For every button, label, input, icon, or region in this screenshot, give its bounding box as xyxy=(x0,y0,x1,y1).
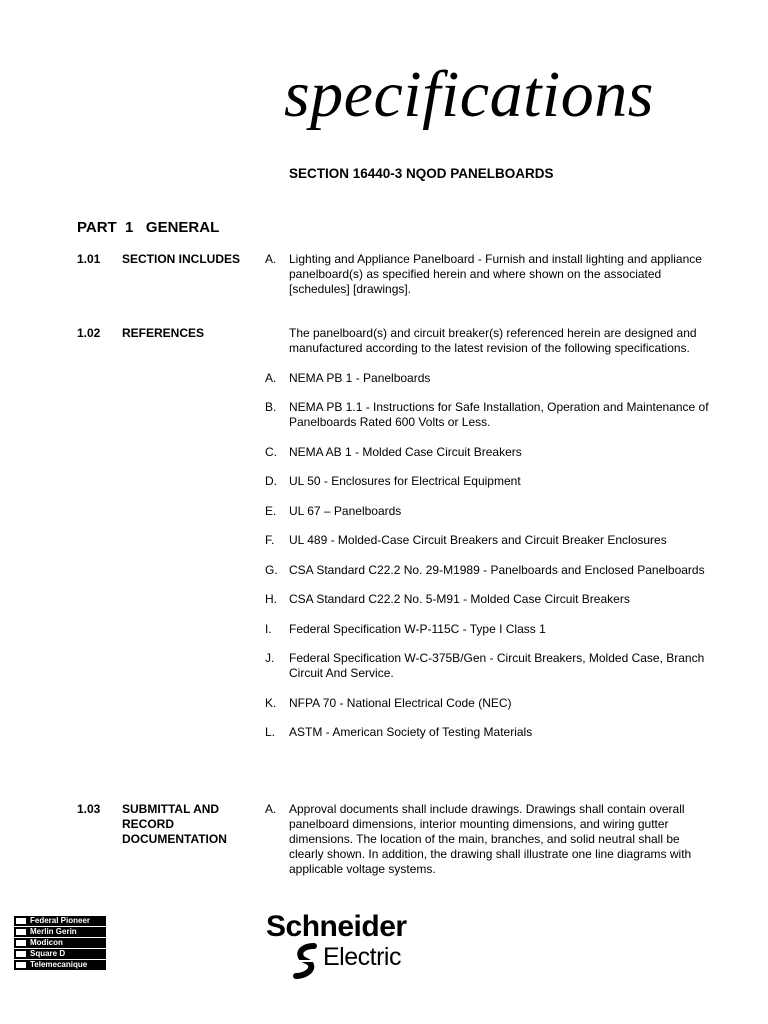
clause-title: REFERENCES xyxy=(122,326,205,340)
brand-telemecanique: Telemecanique xyxy=(14,960,106,970)
list-item xyxy=(265,696,715,711)
item-text: UL 489 - Molded-Case Circuit Breakers and Circuit Breaker Enclosures xyxy=(289,533,667,547)
clause-title xyxy=(122,802,262,847)
item-letter: A. xyxy=(265,370,277,385)
list-item xyxy=(265,533,715,548)
part-heading: PART 1 GENERAL xyxy=(77,219,220,236)
schneider-s-icon xyxy=(292,943,322,979)
item-text: ASTM - American Society of Testing Materials xyxy=(289,725,533,739)
item-letter: A. xyxy=(265,802,277,816)
item-text: CSA Standard C22.2 No. 5-M91 - Molded Case Circuit Breakers xyxy=(289,592,630,606)
item-text: CSA Standard C22.2 No. 29-M1989 - Panelboards and Enclosed Panelboards xyxy=(289,562,705,577)
item-letter: L. xyxy=(265,725,276,739)
item-letter: A. xyxy=(265,252,277,266)
schneider-electric-logo xyxy=(266,912,426,986)
list-item xyxy=(265,504,715,519)
logo-word-schneider: Schneider xyxy=(266,910,407,943)
clause-title-line: DOCUMENTATION xyxy=(122,832,227,846)
brand-list xyxy=(14,916,106,971)
item-letter: J. xyxy=(265,651,275,665)
item-text: Federal Specification W-C-375B/Gen - Circuit Breakers, Molded Case, Branch Circuit And Service. xyxy=(289,651,705,680)
document-title: specifications xyxy=(284,58,654,131)
item-letter: C. xyxy=(265,444,277,459)
item-text: UL 67 – Panelboards xyxy=(289,503,402,518)
brand-merlin-gerin: Merlin Gerin xyxy=(14,927,106,937)
list-item xyxy=(265,651,715,681)
item-text: UL 50 - Enclosures for Electrical Equipment xyxy=(289,474,521,488)
clause-title: SECTION INCLUDES xyxy=(122,252,241,266)
list-item xyxy=(265,474,715,489)
list-item xyxy=(265,622,715,637)
item-text: Approval documents shall include drawings. Drawings shall contain overall panelboard dimensions, interior mounting dimensions, and wiring gutter dimensions. The location of the main, branches, and solid neutral shall be clearly shown. In addition, the drawing shall illustrate one line diagrams with applicable voltage systems. xyxy=(289,802,692,876)
item-text: Lighting and Appliance Panelboard - Furnish and install lighting and appliance panelboard(s) as specified herein and where shown on the associated [schedules] [drawings]. xyxy=(289,252,702,296)
item-letter: G. xyxy=(265,562,278,577)
list-item xyxy=(265,445,715,460)
list-item xyxy=(265,802,715,877)
item-text: NEMA PB 1.1 - Instructions for Safe Installation, Operation and Maintenance of Panelboards Rated 600 Volts or Less. xyxy=(289,400,709,429)
item-letter: K. xyxy=(265,695,277,710)
logo-word-electric: Electric xyxy=(323,943,401,971)
item-letter: I. xyxy=(265,621,272,636)
item-text: NFPA 70 - National Electrical Code (NEC) xyxy=(289,695,512,710)
brand-federal-pioneer: Federal Pioneer xyxy=(14,916,106,926)
list-item xyxy=(265,563,715,578)
brand-square-d: Square D xyxy=(14,949,106,959)
clause-number: 1.01 xyxy=(77,252,101,266)
clause-number: 1.03 xyxy=(77,802,101,816)
item-text: NEMA PB 1 - Panelboards xyxy=(289,370,431,385)
clause-intro: The panelboard(s) and circuit breaker(s) referenced herein are designed and manufactured according to the latest revision of the following specifications. xyxy=(289,326,697,355)
list-item xyxy=(265,400,715,430)
list-item xyxy=(265,371,715,386)
section-heading: SECTION 16440-3 NQOD PANELBOARDS xyxy=(289,166,554,181)
item-text: NEMA AB 1 - Molded Case Circuit Breakers xyxy=(289,444,522,459)
clause-number: 1.02 xyxy=(77,326,101,340)
item-letter: F. xyxy=(265,533,275,547)
item-letter: E. xyxy=(265,503,277,518)
list-item xyxy=(265,725,715,740)
item-text: Federal Specification W-P-115C - Type I Class 1 xyxy=(289,621,546,636)
item-letter: B. xyxy=(265,400,277,414)
clause-title-line: RECORD xyxy=(122,817,175,831)
item-letter: D. xyxy=(265,474,277,488)
clause-title-line: SUBMITTAL AND xyxy=(122,802,220,816)
list-item xyxy=(265,252,715,297)
list-item xyxy=(265,592,715,607)
item-letter: H. xyxy=(265,592,277,606)
brand-modicon: Modicon xyxy=(14,938,106,948)
